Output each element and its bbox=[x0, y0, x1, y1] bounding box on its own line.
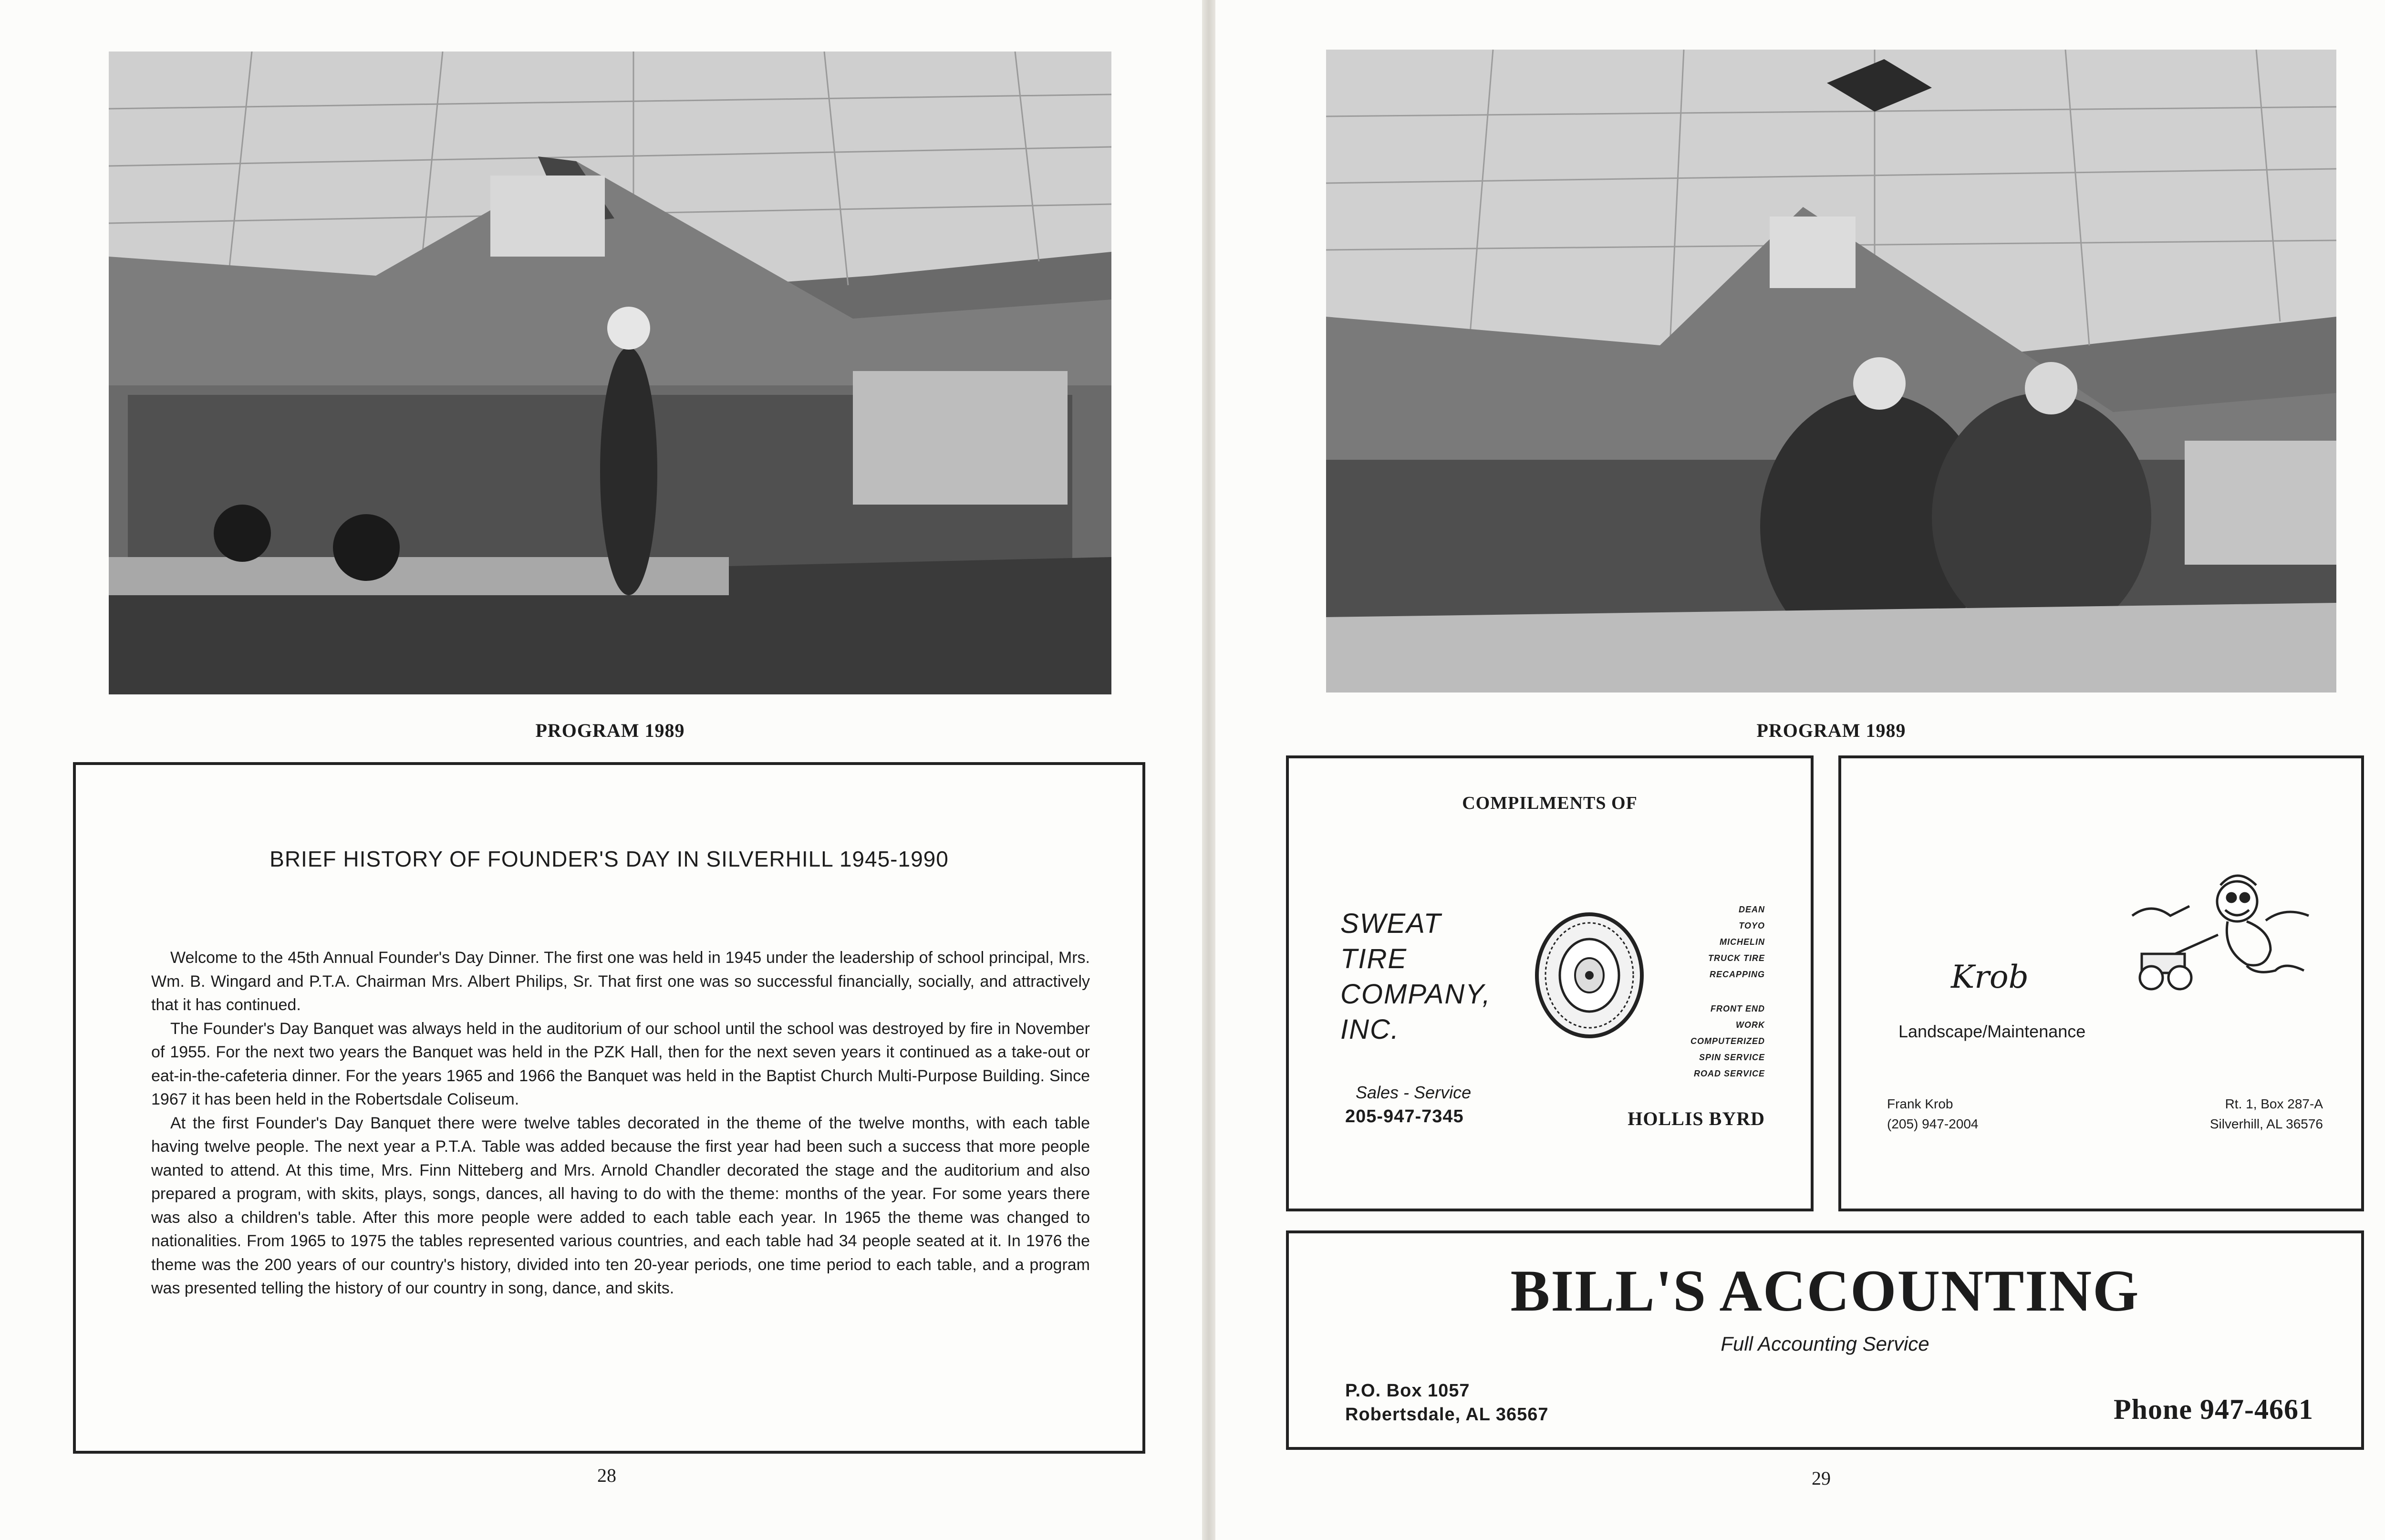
history-paragraph: The Founder's Day Banquet was always held in the auditorium of our school until the school was destroyed by fire in November of 1955. For the next two years the Banquet was held in the PZK Hall, then for the next seven years it continued as a take-out or eat-in-the-cafeteria dinner. For the years 1965 and 1966 the Banquet was held in the Baptist Church Multi-Purpose Building. Since 1967 it has been held in the Robertsdale Coliseum. bbox=[151, 1019, 1090, 1108]
krob-address-line: Silverhill, AL 36576 bbox=[2209, 1116, 2323, 1131]
bills-address-line: Robertsdale, AL 36567 bbox=[1345, 1405, 1549, 1425]
history-text bbox=[151, 946, 1090, 1301]
sweat-name-line: INC. bbox=[1340, 1014, 1400, 1045]
photo-caption-left: PROGRAM 1989 bbox=[535, 720, 685, 741]
bills-subtitle: Full Accounting Service bbox=[1721, 1333, 1929, 1355]
sweat-tire-ad bbox=[1286, 755, 1814, 1211]
krob-phone: (205) 947-2004 bbox=[1887, 1116, 1979, 1131]
krob-subtitle: Landscape/Maintenance bbox=[1898, 1022, 2086, 1041]
sweat-owner: HOLLIS BYRD bbox=[1628, 1108, 1765, 1129]
stage-photo-left bbox=[109, 52, 1111, 694]
bills-title: BILL'S ACCOUNTING bbox=[1510, 1258, 2140, 1323]
stage-photo-right bbox=[1326, 50, 2336, 692]
krob-owner: Frank Krob bbox=[1887, 1096, 1953, 1111]
mower-cartoon-icon bbox=[2123, 863, 2323, 1006]
brand-item: DEAN bbox=[1738, 905, 1765, 914]
history-paragraph: Welcome to the 45th Annual Founder's Day Dinner. The first one was held in 1945 under the leadership of school principal, Mrs. Wm. B. Wingard and P.T.A. Chairman Mrs. Albert Philips, Sr. That first one was so successful financially, socially, and attractively that it has continued. bbox=[151, 949, 1090, 1014]
service-item: SPIN SERVICE bbox=[1699, 1053, 1765, 1062]
service-item: COMPUTERIZED bbox=[1690, 1036, 1765, 1046]
krob-address bbox=[2210, 1094, 2323, 1134]
sweat-company-name bbox=[1340, 906, 1491, 1047]
page-number-right: 29 bbox=[1812, 1468, 1831, 1489]
brand-item: MICHELIN bbox=[1720, 937, 1765, 947]
stage-photo-right-image bbox=[1326, 50, 2336, 692]
sweat-phone: 205-947-7345 bbox=[1345, 1106, 1464, 1127]
krob-owner-info bbox=[1887, 1094, 1978, 1134]
bills-address-line: P.O. Box 1057 bbox=[1345, 1381, 1470, 1401]
page-number-left: 28 bbox=[597, 1465, 616, 1486]
sweat-sales: Sales - Service bbox=[1356, 1083, 1472, 1102]
history-paragraph: At the first Founder's Day Banquet there were twelve tables decorated in the theme of the twelve months, with each table having twelve people. The next year a P.T.A. Table was added because the first year had been such a success that more people wanted to attend. At this time, Mrs. Finn Nitteberg and Mrs. Arnold Chandler decorated the stage and the auditorium and also prepared a program, with skits, plays, songs, dances, all having to do with the theme: months of the year. For some years there was also a children's table. After this more people were added to each table each year. In 1965 the theme was changed to nationalities. From 1965 to 1975 the tables represented various countries, and each table had 34 people seated at it. In 1976 the theme was the 200 years of our country's history, divided into ten 20-year periods, one time period to each table, and a program was presented telling the history of our country in song, dance, and skits. bbox=[151, 1114, 1090, 1297]
service-item: FRONT END bbox=[1711, 1004, 1765, 1013]
brand-item: TOYO bbox=[1739, 921, 1765, 930]
service-item: ROAD SERVICE bbox=[1693, 1069, 1765, 1078]
stage-photo-left-image bbox=[109, 52, 1111, 694]
history-box bbox=[73, 762, 1145, 1454]
sweat-name-line: SWEAT bbox=[1340, 908, 1441, 939]
sweat-name-line: TIRE bbox=[1340, 943, 1408, 974]
krob-address-line: Rt. 1, Box 287-A bbox=[2225, 1096, 2323, 1111]
service-item: WORK bbox=[1736, 1020, 1765, 1030]
sweat-name-line: COMPANY, bbox=[1340, 979, 1491, 1010]
bills-address bbox=[1345, 1379, 1549, 1426]
krob-ad bbox=[1838, 755, 2364, 1211]
krob-logo: Krob bbox=[1951, 959, 2029, 995]
tire-icon bbox=[1532, 911, 1647, 1040]
brand-item: RECAPPING bbox=[1709, 970, 1765, 979]
brand-item: TRUCK TIRE bbox=[1708, 953, 1765, 963]
tire-brands bbox=[1708, 901, 1765, 982]
right-page bbox=[1215, 0, 2385, 1540]
tire-services bbox=[1690, 1001, 1765, 1082]
binding-gutter bbox=[1202, 0, 1215, 1540]
bills-accounting-ad bbox=[1286, 1230, 2364, 1450]
photo-caption-right: PROGRAM 1989 bbox=[1756, 720, 1906, 741]
sweat-heading: COMPILMENTS OF bbox=[1462, 793, 1638, 813]
history-title: BRIEF HISTORY OF FOUNDER'S DAY IN SILVERHILL 1945-1990 bbox=[270, 847, 949, 871]
bills-phone: Phone 947-4661 bbox=[2114, 1394, 2313, 1425]
